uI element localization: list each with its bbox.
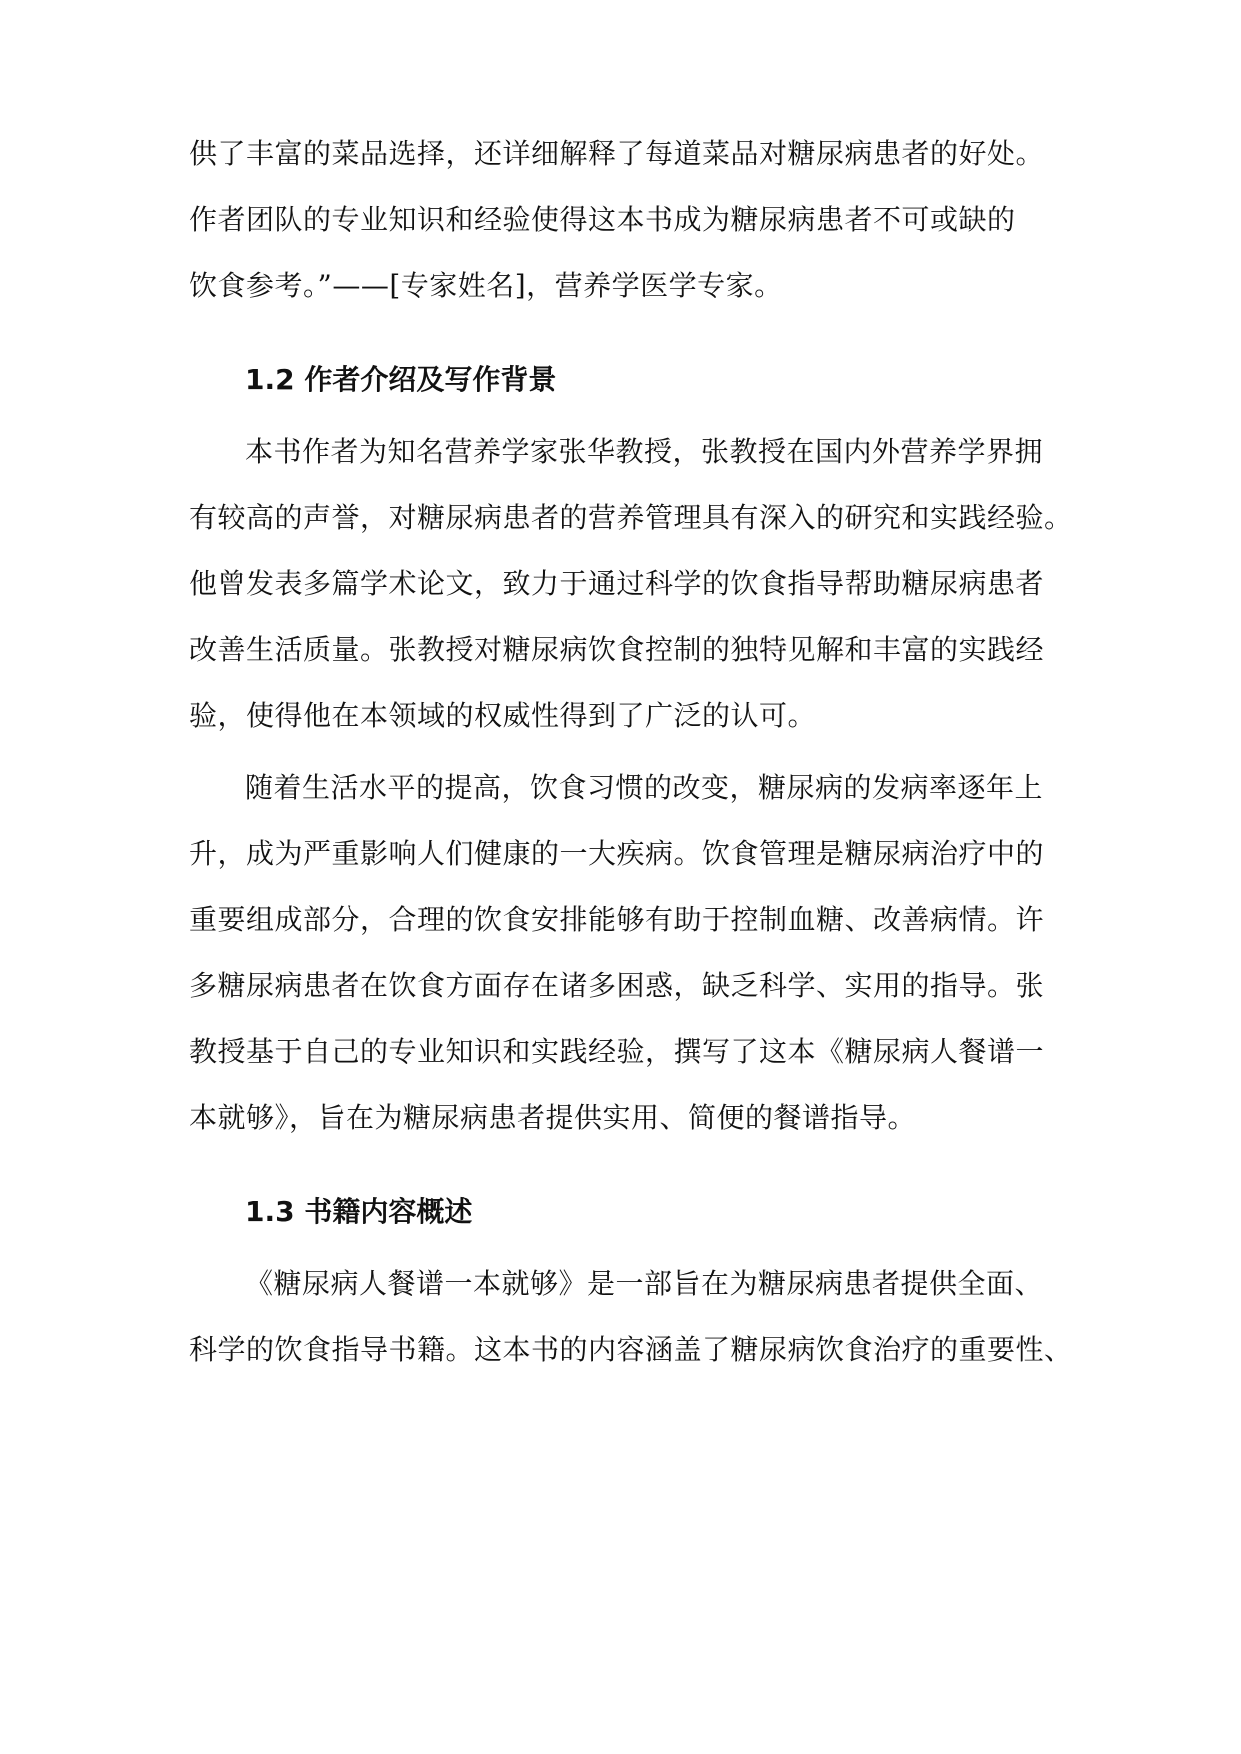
- body-text-line: 多糖尿病患者在饮食方面存在诸多困惑，缺乏科学、实用的指导。张: [189, 969, 1045, 1002]
- section-heading-1-3: 1.3 书籍内容概述: [245, 1195, 473, 1228]
- body-text-line: 有较高的声誉，对糖尿病患者的营养管理具有深入的研究和实践经验。: [189, 501, 1073, 534]
- body-text-line: 教授基于自己的专业知识和实践经验，撰写了这本《糖尿病人餐谱一: [189, 1035, 1045, 1068]
- body-text-line: 升，成为严重影响人们健康的一大疾病。饮食管理是糖尿病治疗中的: [189, 837, 1045, 870]
- body-text-line: 随着生活水平的提高，饮食习惯的改变，糖尿病的发病率逐年上: [245, 771, 1044, 804]
- body-text-line: 本就够》，旨在为糖尿病患者提供实用、简便的餐谱指导。: [189, 1101, 917, 1134]
- body-text-line: 供了丰富的菜品选择，还详细解释了每道菜品对糖尿病患者的好处。: [189, 137, 1045, 170]
- body-text-line: 科学的饮食指导书籍。这本书的内容涵盖了糖尿病饮食治疗的重要性、: [189, 1333, 1073, 1366]
- body-text-line: 他曾发表多篇学术论文，致力于通过科学的饮食指导帮助糖尿病患者: [189, 567, 1045, 600]
- body-text-line: 本书作者为知名营养学家张华教授，张教授在国内外营养学界拥: [245, 435, 1044, 468]
- body-text-line: 验，使得他在本领域的权威性得到了广泛的认可。: [189, 699, 817, 732]
- section-heading-1-2: 1.2 作者介绍及写作背景: [245, 363, 557, 396]
- body-text-line: 改善生活质量。张教授对糖尿病饮食控制的独特见解和丰富的实践经: [189, 633, 1045, 666]
- body-text-line: 《糖尿病人餐谱一本就够》是一部旨在为糖尿病患者提供全面、: [245, 1267, 1044, 1300]
- body-text-line: 饮食参考。”——[专家姓名]，营养学医学专家。: [189, 269, 783, 302]
- body-text-line: 重要组成部分，合理的饮食安排能够有助于控制血糖、改善病情。许: [189, 903, 1045, 936]
- body-text-line: 作者团队的专业知识和经验使得这本书成为糖尿病患者不可或缺的: [189, 203, 1016, 236]
